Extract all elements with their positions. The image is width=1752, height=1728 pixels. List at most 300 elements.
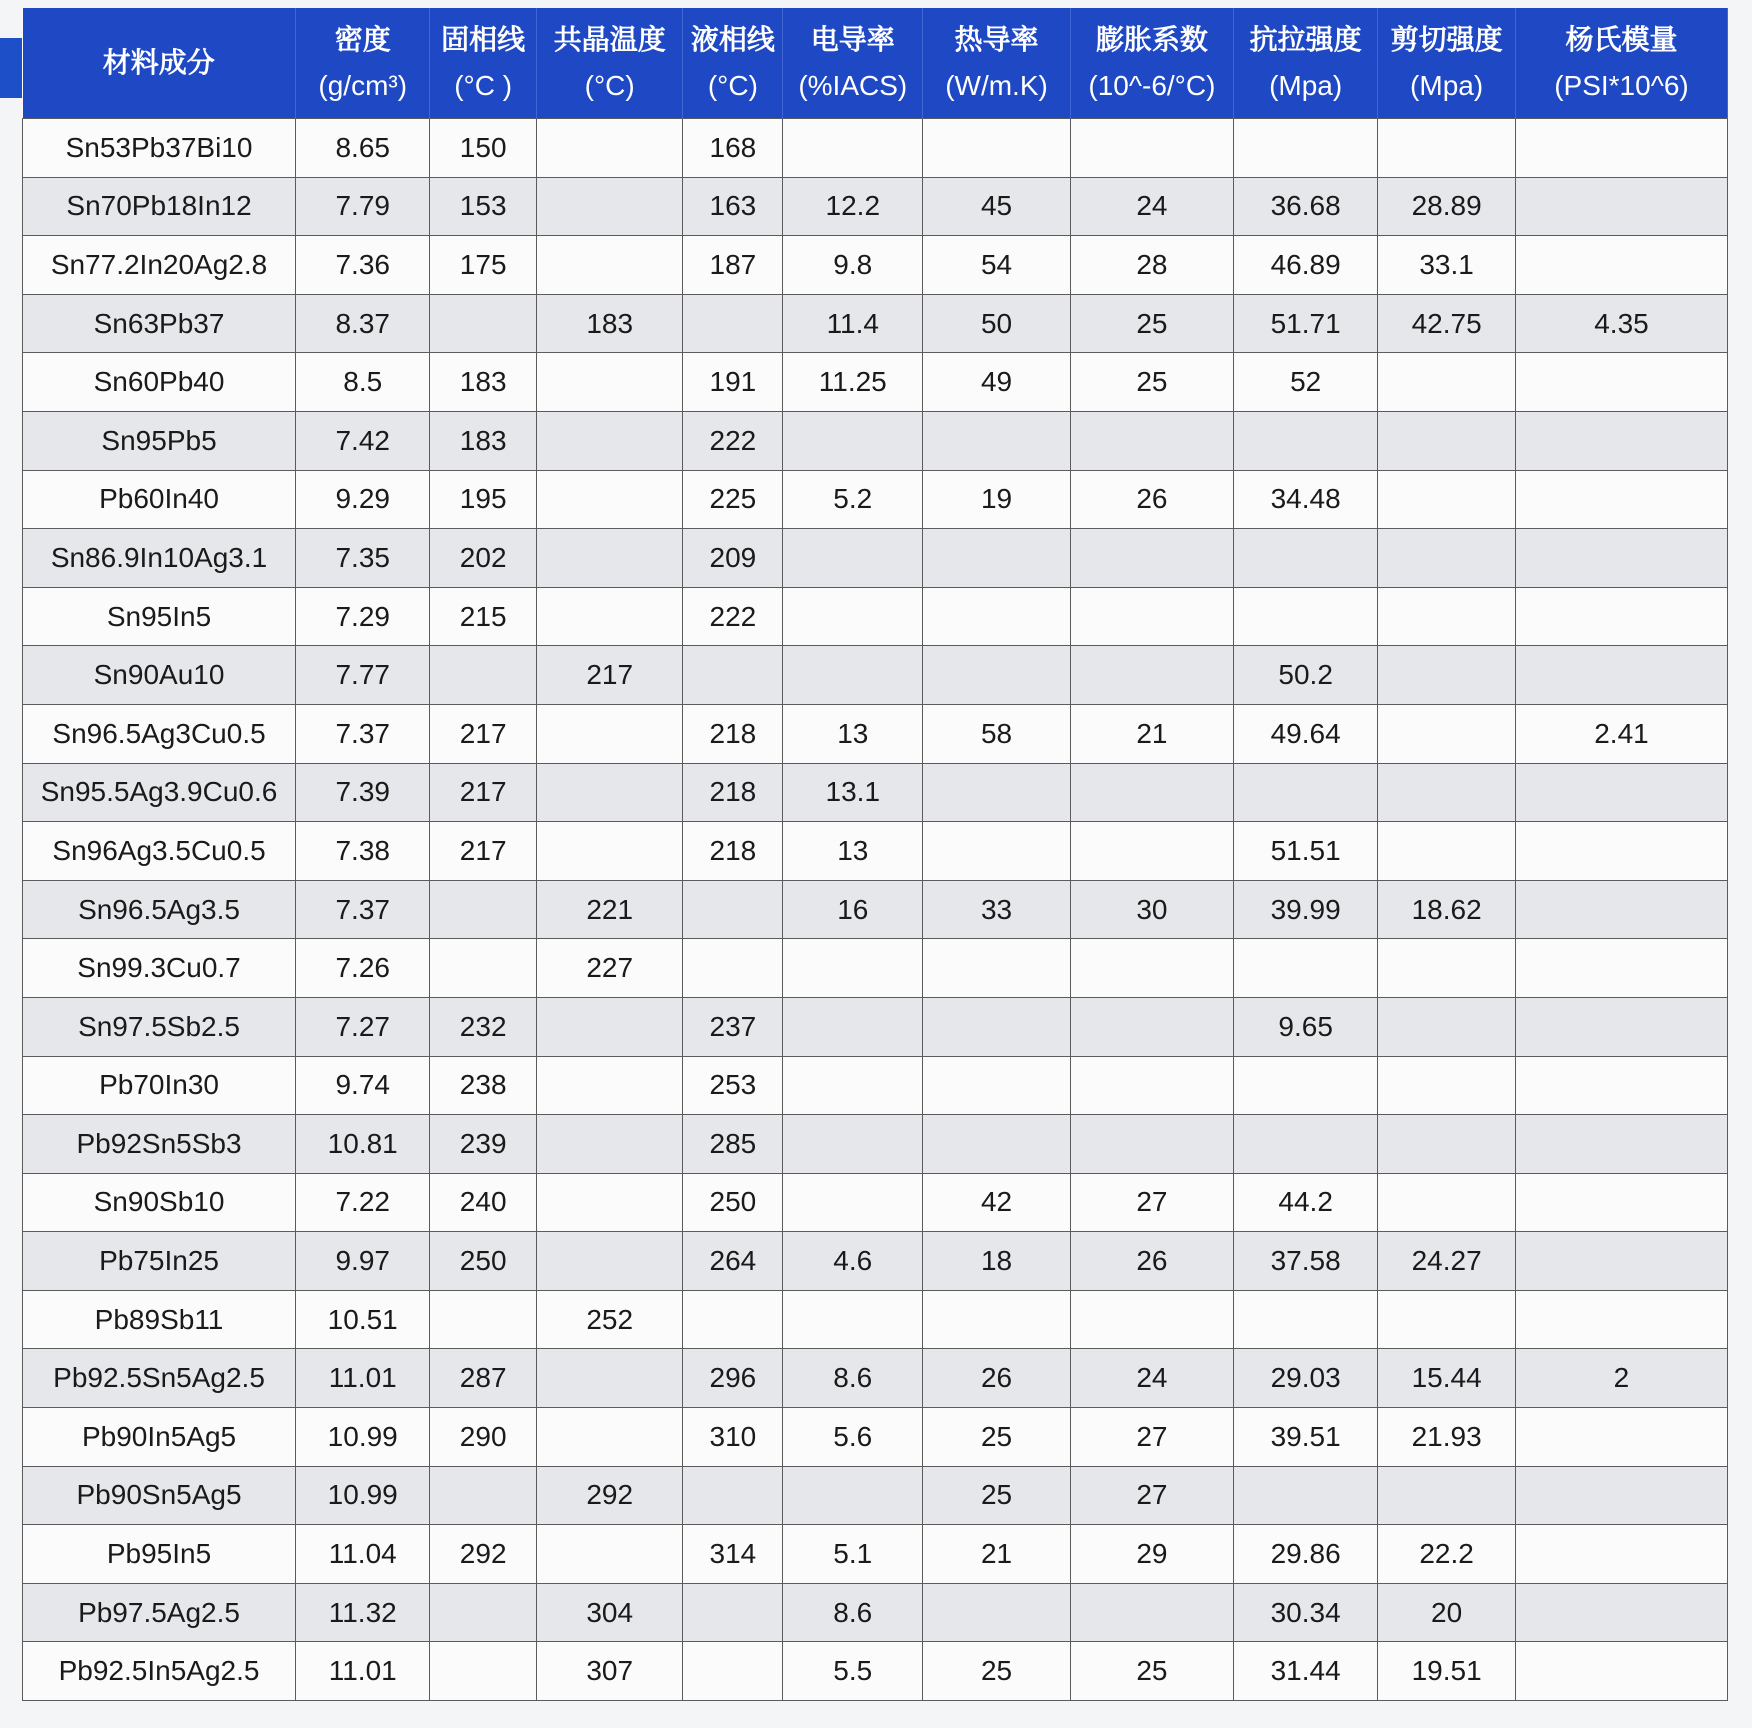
- table-cell: [783, 1290, 923, 1349]
- table-cell: 195: [430, 470, 537, 529]
- table-cell: [536, 1408, 683, 1467]
- table-cell: 42.75: [1378, 294, 1516, 353]
- solder-properties-table: [22, 8, 1728, 1701]
- table-cell: 296: [683, 1349, 783, 1408]
- table-cell: 175: [430, 236, 537, 295]
- table-cell: [683, 294, 783, 353]
- table-cell: [923, 1115, 1071, 1174]
- table-cell: 202: [430, 529, 537, 588]
- material-name-cell: Sn86.9In10Ag3.1: [23, 529, 296, 588]
- material-name-cell: Pb75In25: [23, 1232, 296, 1291]
- table-cell: [1378, 1173, 1516, 1232]
- table-cell: [1070, 822, 1233, 881]
- table-cell: 183: [430, 353, 537, 412]
- column-header-unit: (PSI*10^6): [1554, 70, 1689, 101]
- table-cell: [1515, 1115, 1727, 1174]
- table-cell: [1378, 997, 1516, 1056]
- table-cell: [1070, 763, 1233, 822]
- material-name-cell: Pb92.5In5Ag2.5: [23, 1642, 296, 1701]
- table-row: [23, 880, 1728, 939]
- table-cell: [1234, 587, 1378, 646]
- table-cell: 27: [1070, 1173, 1233, 1232]
- table-cell: 11.04: [296, 1525, 430, 1584]
- table-row: [23, 997, 1728, 1056]
- column-header: [923, 8, 1071, 119]
- table-cell: [1070, 119, 1233, 178]
- table-cell: [1515, 1642, 1727, 1701]
- material-name-cell: Pb95In5: [23, 1525, 296, 1584]
- material-name-cell: Pb60In40: [23, 470, 296, 529]
- column-header-unit: (Mpa): [1410, 70, 1484, 101]
- table-row: [23, 704, 1728, 763]
- table-cell: 227: [536, 939, 683, 998]
- table-cell: 29.86: [1234, 1525, 1378, 1584]
- table-cell: [1515, 529, 1727, 588]
- table-row: [23, 236, 1728, 295]
- table-cell: 9.8: [783, 236, 923, 295]
- table-cell: [683, 1642, 783, 1701]
- table-cell: [1515, 880, 1727, 939]
- table-cell: 310: [683, 1408, 783, 1467]
- material-name-cell: Pb92Sn5Sb3: [23, 1115, 296, 1174]
- table-cell: 25: [1070, 294, 1233, 353]
- table-cell: 33: [923, 880, 1071, 939]
- table-cell: 11.01: [296, 1349, 430, 1408]
- column-header: [296, 8, 430, 119]
- table-cell: 238: [430, 1056, 537, 1115]
- table-cell: [1515, 411, 1727, 470]
- table-cell: [923, 587, 1071, 646]
- table-cell: [923, 529, 1071, 588]
- column-header: [23, 8, 296, 119]
- table-cell: 217: [430, 763, 537, 822]
- table-cell: [683, 1583, 783, 1642]
- table-cell: 11.4: [783, 294, 923, 353]
- table-cell: [1378, 1466, 1516, 1525]
- table-cell: [1234, 1115, 1378, 1174]
- table-cell: 215: [430, 587, 537, 646]
- table-cell: 163: [683, 177, 783, 236]
- table-cell: 232: [430, 997, 537, 1056]
- table-cell: 8.65: [296, 119, 430, 178]
- table-cell: 2.41: [1515, 704, 1727, 763]
- table-cell: 150: [430, 119, 537, 178]
- table-cell: 2: [1515, 1349, 1727, 1408]
- table-cell: [783, 646, 923, 705]
- material-name-cell: Sn90Au10: [23, 646, 296, 705]
- column-header: [536, 8, 683, 119]
- table-cell: 8.6: [783, 1349, 923, 1408]
- table-cell: [536, 997, 683, 1056]
- table-cell: 5.1: [783, 1525, 923, 1584]
- table-row: [23, 294, 1728, 353]
- table-cell: [1070, 646, 1233, 705]
- table-cell: [1378, 470, 1516, 529]
- table-row: [23, 1466, 1728, 1525]
- table-cell: [683, 1466, 783, 1525]
- table-cell: 314: [683, 1525, 783, 1584]
- table-cell: 7.37: [296, 704, 430, 763]
- table-cell: [430, 880, 537, 939]
- table-cell: 7.37: [296, 880, 430, 939]
- table-cell: [923, 1290, 1071, 1349]
- table-row: [23, 1583, 1728, 1642]
- table-cell: 49.64: [1234, 704, 1378, 763]
- left-accent-bar: [0, 38, 22, 98]
- table-cell: 28: [1070, 236, 1233, 295]
- table-cell: [1515, 236, 1727, 295]
- table-cell: 240: [430, 1173, 537, 1232]
- table-cell: 29.03: [1234, 1349, 1378, 1408]
- table-cell: [1378, 529, 1516, 588]
- table-cell: 239: [430, 1115, 537, 1174]
- material-name-cell: Pb89Sb11: [23, 1290, 296, 1349]
- table-cell: [1515, 939, 1727, 998]
- table-cell: 10.81: [296, 1115, 430, 1174]
- table-row: [23, 353, 1728, 412]
- material-name-cell: Sn99.3Cu0.7: [23, 939, 296, 998]
- table-cell: 7.36: [296, 236, 430, 295]
- table-cell: 21: [923, 1525, 1071, 1584]
- material-name-cell: Pb70In30: [23, 1056, 296, 1115]
- table-cell: 7.22: [296, 1173, 430, 1232]
- table-row: [23, 763, 1728, 822]
- table-cell: 13: [783, 704, 923, 763]
- table-cell: 7.38: [296, 822, 430, 881]
- table-cell: 168: [683, 119, 783, 178]
- table-cell: 7.26: [296, 939, 430, 998]
- table-cell: [1378, 119, 1516, 178]
- table-cell: [1234, 529, 1378, 588]
- table-cell: [923, 997, 1071, 1056]
- column-header-unit: (°C ): [454, 70, 513, 101]
- table-row: [23, 177, 1728, 236]
- table-cell: [783, 411, 923, 470]
- table-row: [23, 939, 1728, 998]
- table-cell: [536, 704, 683, 763]
- table-cell: [536, 587, 683, 646]
- table-cell: 31.44: [1234, 1642, 1378, 1701]
- table-cell: [1070, 411, 1233, 470]
- table-cell: [1515, 1583, 1727, 1642]
- table-cell: [1070, 587, 1233, 646]
- table-cell: [1378, 763, 1516, 822]
- table-cell: 183: [536, 294, 683, 353]
- table-cell: 7.27: [296, 997, 430, 1056]
- table-cell: 237: [683, 997, 783, 1056]
- material-name-cell: Sn96.5Ag3Cu0.5: [23, 704, 296, 763]
- table-cell: [923, 119, 1071, 178]
- material-name-cell: Pb92.5Sn5Ag2.5: [23, 1349, 296, 1408]
- table-cell: [536, 236, 683, 295]
- table-cell: [536, 1232, 683, 1291]
- column-header-unit: (%IACS): [798, 70, 908, 101]
- table-cell: [536, 1173, 683, 1232]
- table-cell: 25: [923, 1642, 1071, 1701]
- table-cell: 37.58: [1234, 1232, 1378, 1291]
- table-row: [23, 1115, 1728, 1174]
- table-cell: 11.32: [296, 1583, 430, 1642]
- table-cell: 187: [683, 236, 783, 295]
- column-header: [1515, 8, 1727, 119]
- table-cell: 36.68: [1234, 177, 1378, 236]
- material-name-cell: Pb90In5Ag5: [23, 1408, 296, 1467]
- table-cell: [923, 822, 1071, 881]
- column-header: [1378, 8, 1516, 119]
- table-cell: [536, 1349, 683, 1408]
- table-cell: 7.77: [296, 646, 430, 705]
- table-cell: [1378, 822, 1516, 881]
- table-row: [23, 1056, 1728, 1115]
- table-cell: 285: [683, 1115, 783, 1174]
- table-cell: [1515, 353, 1727, 412]
- column-header-title: 密度: [334, 24, 391, 55]
- table-cell: [1070, 1583, 1233, 1642]
- table-cell: [430, 294, 537, 353]
- table-cell: 191: [683, 353, 783, 412]
- table-cell: [923, 1056, 1071, 1115]
- table-cell: [1378, 1290, 1516, 1349]
- table-cell: 21.93: [1378, 1408, 1516, 1467]
- table-cell: 9.65: [1234, 997, 1378, 1056]
- table-cell: 218: [683, 704, 783, 763]
- table-cell: 24: [1070, 177, 1233, 236]
- table-cell: [536, 353, 683, 412]
- table-cell: 9.97: [296, 1232, 430, 1291]
- table-cell: [1378, 587, 1516, 646]
- table-cell: 4.6: [783, 1232, 923, 1291]
- table-cell: [1070, 1056, 1233, 1115]
- table-cell: [1378, 1115, 1516, 1174]
- table-cell: 264: [683, 1232, 783, 1291]
- table-cell: [536, 177, 683, 236]
- table-cell: 28.89: [1378, 177, 1516, 236]
- table-cell: 20: [1378, 1583, 1516, 1642]
- table-cell: [1515, 822, 1727, 881]
- table-cell: 22.2: [1378, 1525, 1516, 1584]
- table-cell: 12.2: [783, 177, 923, 236]
- table-cell: [1378, 939, 1516, 998]
- table-cell: 183: [430, 411, 537, 470]
- table-cell: [430, 1583, 537, 1642]
- material-name-cell: Sn90Sb10: [23, 1173, 296, 1232]
- table-cell: 225: [683, 470, 783, 529]
- table-cell: [783, 1056, 923, 1115]
- table-cell: 252: [536, 1290, 683, 1349]
- table-cell: 7.39: [296, 763, 430, 822]
- column-header: [430, 8, 537, 119]
- table-cell: [1515, 1232, 1727, 1291]
- table-cell: 58: [923, 704, 1071, 763]
- table-cell: [1234, 411, 1378, 470]
- table-cell: [1378, 353, 1516, 412]
- column-header-unit: (°C): [707, 70, 758, 101]
- table-cell: [1070, 997, 1233, 1056]
- table-cell: 25: [923, 1466, 1071, 1525]
- table-cell: [1234, 1290, 1378, 1349]
- table-cell: [536, 822, 683, 881]
- table-row: [23, 1408, 1728, 1467]
- table-cell: 253: [683, 1056, 783, 1115]
- table-cell: 209: [683, 529, 783, 588]
- table-cell: 217: [430, 822, 537, 881]
- table-cell: 49: [923, 353, 1071, 412]
- column-header-title: 材料成分: [102, 47, 215, 78]
- table-cell: [1070, 1115, 1233, 1174]
- table-row: [23, 529, 1728, 588]
- table-cell: 24: [1070, 1349, 1233, 1408]
- table-cell: 9.29: [296, 470, 430, 529]
- table-cell: 52: [1234, 353, 1378, 412]
- material-name-cell: Sn63Pb37: [23, 294, 296, 353]
- table-cell: [536, 1056, 683, 1115]
- table-cell: [783, 939, 923, 998]
- table-cell: [1515, 1290, 1727, 1349]
- table-cell: [683, 939, 783, 998]
- table-cell: [536, 1115, 683, 1174]
- table-cell: [1515, 470, 1727, 529]
- column-header-unit: (g/cm³): [318, 70, 408, 101]
- table-cell: [536, 529, 683, 588]
- table-cell: [1515, 1408, 1727, 1467]
- table-cell: 217: [430, 704, 537, 763]
- table-cell: [536, 119, 683, 178]
- table-cell: 221: [536, 880, 683, 939]
- table-cell: 292: [430, 1525, 537, 1584]
- table-cell: 54: [923, 236, 1071, 295]
- table-cell: [430, 1466, 537, 1525]
- table-cell: 25: [923, 1408, 1071, 1467]
- table-cell: 21: [1070, 704, 1233, 763]
- table-cell: 11.25: [783, 353, 923, 412]
- table-cell: [1234, 1466, 1378, 1525]
- table-cell: [1515, 997, 1727, 1056]
- table-cell: [1515, 587, 1727, 646]
- table-cell: 5.2: [783, 470, 923, 529]
- table-cell: 217: [536, 646, 683, 705]
- table-cell: 10.99: [296, 1408, 430, 1467]
- table-cell: [1515, 1466, 1727, 1525]
- table-cell: [783, 1115, 923, 1174]
- table-row: [23, 1642, 1728, 1701]
- table-cell: 13: [783, 822, 923, 881]
- material-name-cell: Sn96.5Ag3.5: [23, 880, 296, 939]
- table-cell: 290: [430, 1408, 537, 1467]
- table-cell: 292: [536, 1466, 683, 1525]
- column-header: [1070, 8, 1233, 119]
- table-cell: 8.37: [296, 294, 430, 353]
- material-name-cell: Sn77.2In20Ag2.8: [23, 236, 296, 295]
- table-cell: 51.51: [1234, 822, 1378, 881]
- table-cell: 222: [683, 411, 783, 470]
- table-cell: [536, 1525, 683, 1584]
- column-header-title: 杨氏模量: [1565, 24, 1678, 55]
- table-cell: 10.51: [296, 1290, 430, 1349]
- table-cell: [1515, 1173, 1727, 1232]
- table-cell: [1234, 1056, 1378, 1115]
- column-header-title: 膨胀系数: [1095, 24, 1208, 55]
- table-cell: 7.42: [296, 411, 430, 470]
- table-cell: 8.5: [296, 353, 430, 412]
- table-cell: 26: [1070, 470, 1233, 529]
- table-cell: [783, 529, 923, 588]
- table-row: [23, 119, 1728, 178]
- table-cell: [1378, 1056, 1516, 1115]
- column-header-title: 电导率: [810, 24, 895, 55]
- column-header-unit: (°C): [584, 70, 635, 101]
- table-cell: 29: [1070, 1525, 1233, 1584]
- table-cell: 16: [783, 880, 923, 939]
- table-row: [23, 470, 1728, 529]
- table-cell: 222: [683, 587, 783, 646]
- column-header-title: 共晶温度: [553, 24, 666, 55]
- table-cell: 30.34: [1234, 1583, 1378, 1642]
- table-cell: [783, 587, 923, 646]
- table-row: [23, 1173, 1728, 1232]
- table-cell: 13.1: [783, 763, 923, 822]
- table-row: [23, 411, 1728, 470]
- table-cell: 50: [923, 294, 1071, 353]
- table-cell: [923, 939, 1071, 998]
- table-cell: 8.6: [783, 1583, 923, 1642]
- table-cell: [536, 470, 683, 529]
- table-cell: 39.51: [1234, 1408, 1378, 1467]
- table-cell: 27: [1070, 1466, 1233, 1525]
- column-header-title: 抗拉强度: [1249, 24, 1362, 55]
- table-row: [23, 822, 1728, 881]
- table-cell: 4.35: [1515, 294, 1727, 353]
- table-cell: 304: [536, 1583, 683, 1642]
- table-cell: [783, 1466, 923, 1525]
- table-cell: 44.2: [1234, 1173, 1378, 1232]
- table-cell: 50.2: [1234, 646, 1378, 705]
- table-row: [23, 1349, 1728, 1408]
- table-cell: [1515, 763, 1727, 822]
- table-cell: [1378, 411, 1516, 470]
- column-header: [783, 8, 923, 119]
- table-cell: 42: [923, 1173, 1071, 1232]
- table-cell: 25: [1070, 353, 1233, 412]
- table-cell: [430, 1642, 537, 1701]
- table-row: [23, 1525, 1728, 1584]
- table-cell: 250: [683, 1173, 783, 1232]
- table-row: [23, 1290, 1728, 1349]
- column-header: [683, 8, 783, 119]
- table-cell: 25: [1070, 1642, 1233, 1701]
- table-cell: 7.35: [296, 529, 430, 588]
- table-cell: [1378, 704, 1516, 763]
- table-row: [23, 646, 1728, 705]
- table-cell: [783, 997, 923, 1056]
- table-cell: 10.99: [296, 1466, 430, 1525]
- table-cell: [1070, 1290, 1233, 1349]
- table-cell: [1515, 119, 1727, 178]
- material-name-cell: Sn95.5Ag3.9Cu0.6: [23, 763, 296, 822]
- table-cell: 33.1: [1378, 236, 1516, 295]
- material-name-cell: Sn53Pb37Bi10: [23, 119, 296, 178]
- table-cell: 5.6: [783, 1408, 923, 1467]
- table-cell: 27: [1070, 1408, 1233, 1467]
- table-cell: 45: [923, 177, 1071, 236]
- table-cell: [1234, 939, 1378, 998]
- table-cell: 26: [923, 1349, 1071, 1408]
- table-cell: 15.44: [1378, 1349, 1516, 1408]
- table-cell: [683, 1290, 783, 1349]
- table-cell: [783, 1173, 923, 1232]
- table-cell: [923, 411, 1071, 470]
- table-cell: [923, 646, 1071, 705]
- table-cell: 34.48: [1234, 470, 1378, 529]
